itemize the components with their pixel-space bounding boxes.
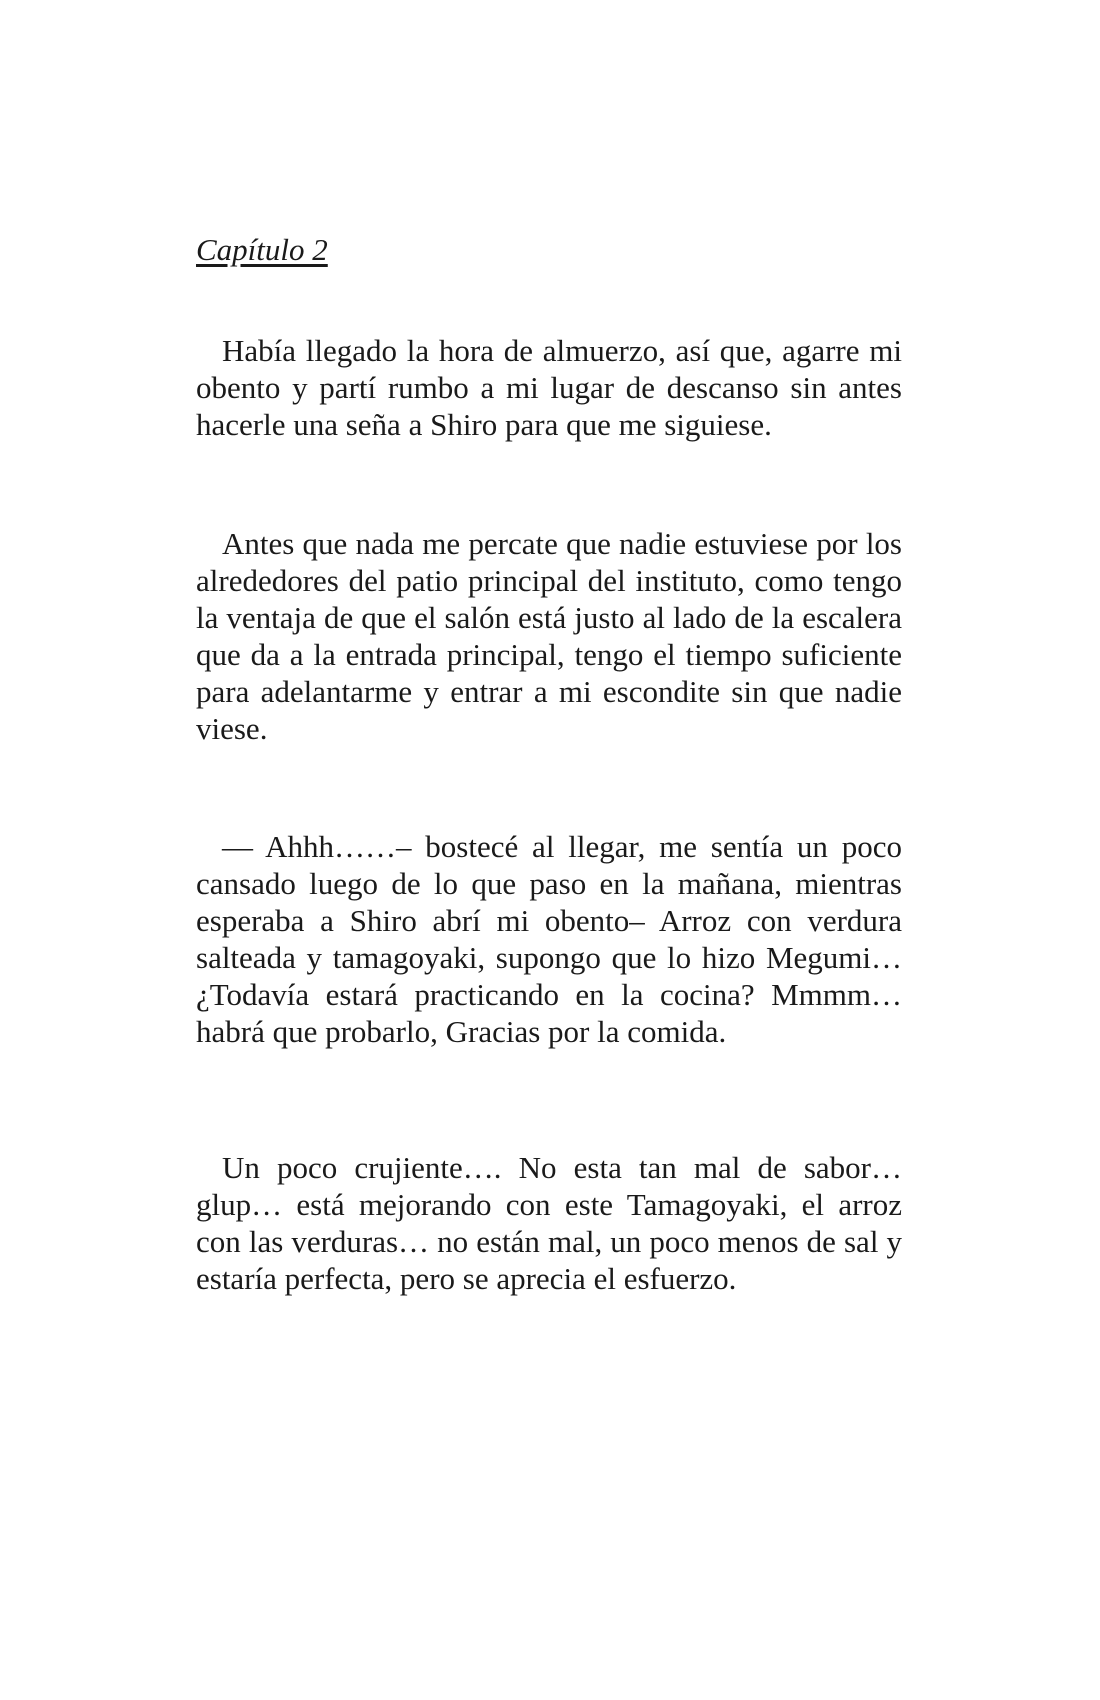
paragraph-1: Había llegado la hora de almuerzo, así que, agarre mi obento y partí rumbo a mi lugar de descanso sin antes hacerle una seña a Shiro para que me siguiese. xyxy=(196,333,902,442)
chapter-title: Capítulo 2 xyxy=(196,232,328,267)
paragraph-4: Un poco crujiente…. No esta tan mal de sabor… glup… está mejorando con este Tamagoyaki, el arroz con las verduras… no están mal, un poco menos de sal y estaría perfecta, pero se aprecia el esfuerzo. xyxy=(196,1150,902,1296)
paragraph-2: Antes que nada me percate que nadie estuviese por los alrededores del patio principal del instituto, como tengo la ventaja de que el salón está justo al lado de la escalera que da a la entrada principal, tengo el tiempo suficiente para adelantarme y entrar a mi escondite sin que nadie viese. xyxy=(196,526,902,746)
paragraph-3: — Ahhh……– bostecé al llegar, me sentía un poco cansado luego de lo que paso en la mañana, mientras esperaba a Shiro abrí mi obento– Arroz con verdura salteada y tamagoyaki, supongo que lo hizo Megumi… ¿Todavía estará practicando en la cocina? Mmmm… habrá que probarlo, Gracias por la comida. xyxy=(196,829,902,1049)
